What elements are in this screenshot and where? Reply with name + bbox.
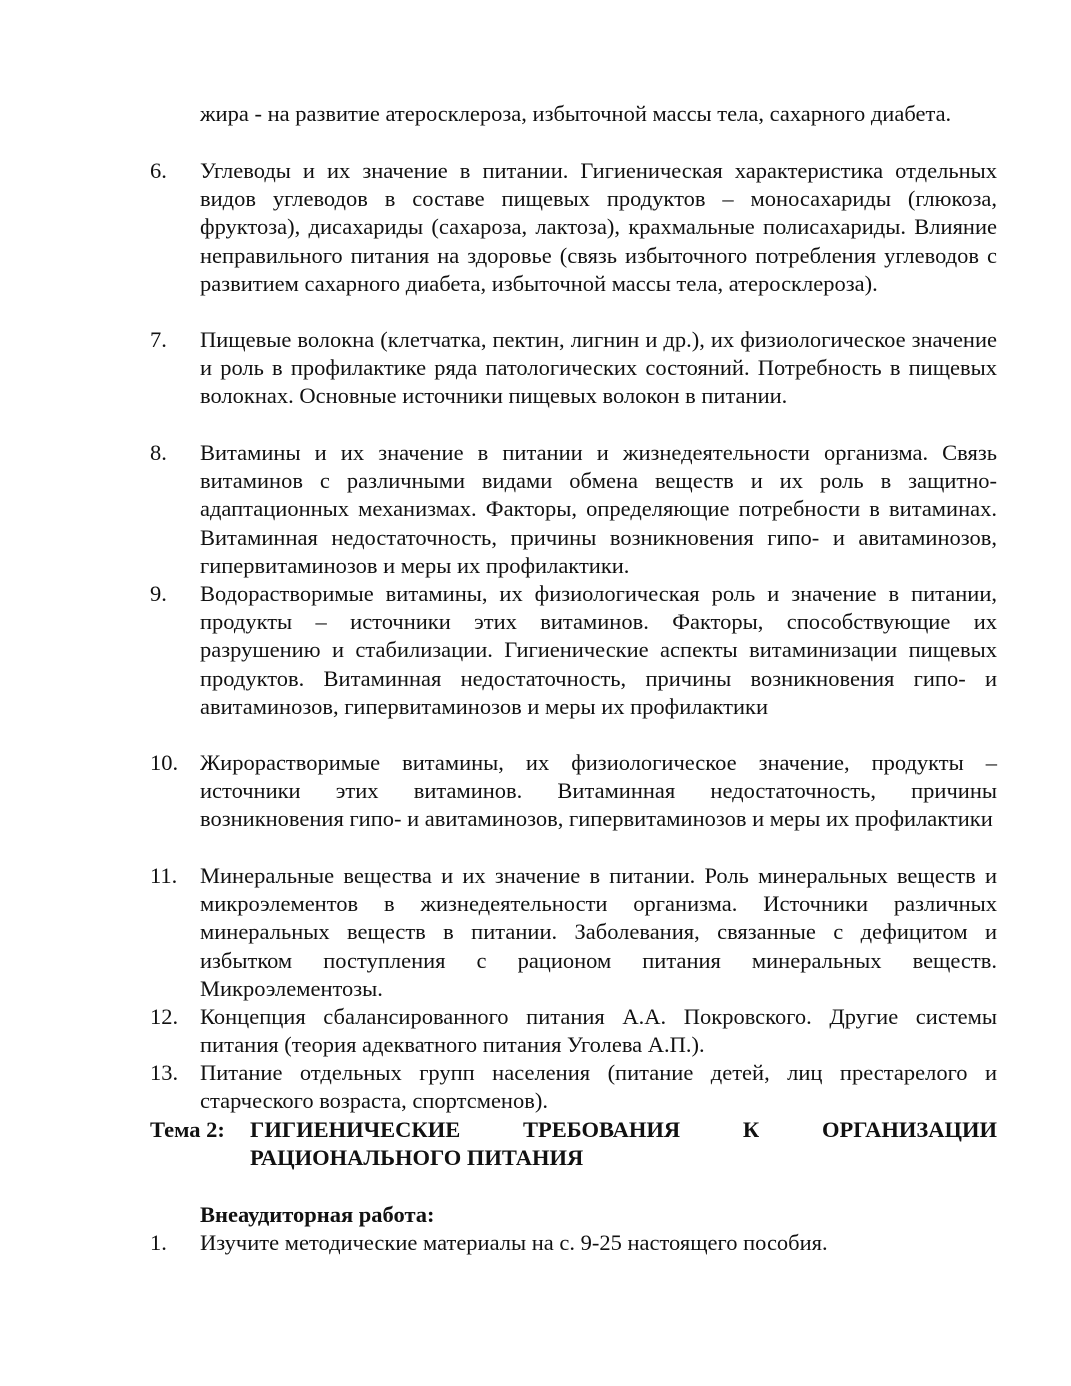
list-item-number: 8. [150, 440, 167, 465]
list-item-number: 11. [150, 863, 178, 888]
task-number: 1. [150, 1230, 167, 1255]
list-item-number: 9. [150, 581, 167, 606]
list-item-text: Концепция сбалансированного питания А.А. Покровского. Другие системы питания (теория адекватного питания Уголева А.П.). [200, 1004, 997, 1058]
topic-title [250, 1116, 997, 1172]
topic-title-line1: ГИГИЕНИЧЕСКИЕ ТРЕБОВАНИЯ К ОРГАНИЗАЦИИ [250, 1117, 997, 1142]
list-item-text: Витамины и их значение в питании и жизнедеятельности организма. Связь витаминов с различными видами обмена веществ и их роль в защитно-адаптационных механизмах. Факторы, определяющие потребности в витаминах. Витаминная недостаточность, причины возникновения гипо- и авитаминозов, гипервитаминозов и меры их профилактики. [200, 440, 997, 578]
section-heading: Внеаудиторная работа: [200, 1202, 435, 1227]
list-item-number: 7. [150, 327, 167, 352]
list-item-number: 6. [150, 158, 167, 183]
continuation-text: жира - на развитие атеросклероза, избыточной массы тела, сахарного диабета. [200, 101, 952, 126]
task-text: Изучите методические материалы на с. 9-25 настоящего пособия. [200, 1230, 828, 1255]
list-item-text: Углеводы и их значение в питании. Гигиеническая характеристика отдельных видов углеводов в составе пищевых продуктов – моносахариды (глюкоза, фруктоза), дисахариды (сахароза, лактоза), крахмальные полисахариды. Влияние неправильного питания на здоровье (связь избыточного потребления углеводов с развитием сахарного диабета, избыточной массы тела, атеросклероза). [200, 158, 997, 296]
list-item-text: Жирорастворимые витамины, их физиологическое значение, продукты – источники этих витаминов. Витаминная недостаточность, причины возникновения гипо- и авитаминозов, гипервитаминозов и меры их профилактики [200, 750, 997, 832]
list-item-text: Водорастворимые витамины, их физиологическая роль и значение в питании, продукты – источники этих витаминов. Факторы, способствующие их разрушению и стабилизации. Гигиенические аспекты витаминизации пищевых продуктов. Витаминная недостаточность, причины возникновения гипо- и авитаминозов, гипервитаминозов и меры их профилактики [200, 581, 997, 719]
topic-title-line2: РАЦИОНАЛЬНОГО ПИТАНИЯ [250, 1145, 584, 1171]
list-item-text: Пищевые волокна (клетчатка, пектин, лигнин и др.), их физиологическое значение и роль в профилактике ряда патологических состояний. Потребность в пищевых волокнах. Основные источники пищевых волокон в питании. [200, 327, 997, 409]
list-item-number: 13. [150, 1060, 179, 1085]
list-item-number: 10. [150, 750, 179, 775]
topic-label: Тема 2: [150, 1117, 225, 1142]
list-item-text: Питание отдельных групп населения (питание детей, лиц престарелого и старческого возраста, спортсменов). [200, 1060, 997, 1114]
list-item-number: 12. [150, 1004, 179, 1029]
list-item-text: Минеральные вещества и их значение в питании. Роль минеральных веществ и микроэлементов в жизнедеятельности организма. Источники различных минеральных веществ в питании. Заболевания, связанные с дефицитом и избытком поступления с рационом питания минеральных веществ. Микроэлементозы. [200, 863, 997, 1001]
